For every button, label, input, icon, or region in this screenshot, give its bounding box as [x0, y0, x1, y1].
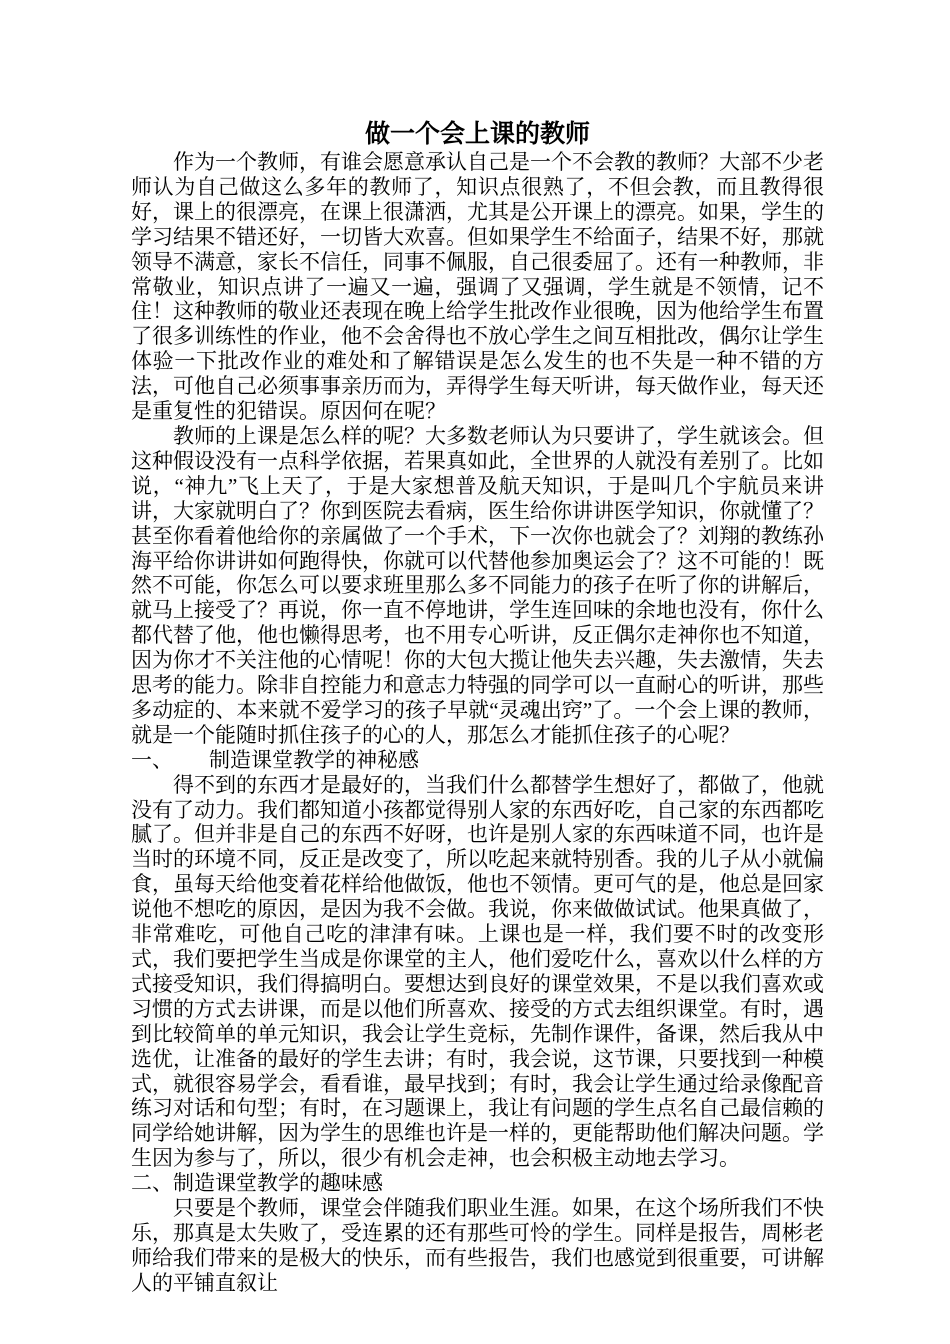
section-heading-1-label: 制造课堂教学的神秘感	[209, 747, 419, 772]
section-heading-2-label: 制造课堂教学的趣味感	[173, 1171, 383, 1196]
section-heading-1	[131, 748, 824, 773]
paragraph-mystery-sense: 得不到的东西才是最好的，当我们什么都替学生想好了，都做了，他就没有了动力。我们都知道小孩都觉得别人家的东西好吃，自己家的东西都吃腻了。但并非是自己的东西不好呀，也许是别人家的东西味道不同，也许是当时的环境不同，反正是改变了，所以吃起来就特别香。我的儿子从小就偏食，虽每天给他变着花样给他做饭，他也不领情。更可气的是，他总是回家说他不想吃的原因，是因为我不会做。我说，你来做做试试。他果真做了，非常难吃，可他自己吃的津津有味。上课也是一样，我们要不时的改变形式，我们要把学生当成是你课堂的主人，他们爱吃什么，喜欢以什么样的方式接受知识，我们得搞明白。要想达到良好的课堂效果，不是以我们喜欢或习惯的方式去讲课，而是以他们所喜欢、接受的方式去组织课堂。有时，遇到比较简单的单元知识，我会让学生竞标，先制作课件，备课，然后我从中选优，让准备的最好的学生去讲；有时，我会说，这节课，只要找到一种模式，就很容易学会，看看谁，最早找到；有时，我会让学生通过给录像配音练习对话和句型；有时，在习题课上，我让有问题的学生点名自己最信赖的同学给她讲解，因为学生的思维也许是一样的，更能帮助他们解决问题。学生因为参与了，所以，很少有机会走神，也会积极主动地去学习。	[131, 772, 824, 1171]
document-page	[131, 119, 824, 1296]
document-title: 做一个会上课的教师	[364, 121, 590, 148]
paragraph-fun-sense: 只要是个教师，课堂会伴随我们职业生涯。如果，在这个场所我们不快乐，那真是太失败了，受连累的还有那些可怜的学生。同样是报告，周彬老师给我们带来的是极大的快乐，而有些报告，我们也感觉到很重要，可讲解人的平铺直叙让	[131, 1196, 824, 1295]
paragraph-teacher-intro: 作为一个教师，有谁会愿意承认自己是一个不会教的教师？大部不少老师认为自己做这么多年的教师了，知识点很熟了，不但会教，而且教得很好，课上的很漂亮，在课上很潇洒，尤其是公开课上的漂亮。如果，学生的学习结果不错还好，一切皆大欢喜。但如果学生不给面子，结果不好，那就领导不满意，家长不信任，同事不佩服，自己很委屈了。还有一种教师，非常敬业，知识点讲了一遍又一遍，强调了又强调，学生就是不领情，记不住！这种教师的敬业还表现在晚上给学生批改作业很晚，因为他给学生布置了很多训练性的作业，他不会舍得也不放心学生之间互相批改，偶尔让学生体验一下批改作业的难处和了解错误是怎么发生的也不失是一种不错的方法，可他自己必须事事亲历而为，弄得学生每天听讲，每天做作业，每天还是重复性的犯错误。原因何在呢？	[131, 150, 824, 424]
section-heading-2-number: 二、	[131, 1171, 173, 1196]
paragraph-lecturing-question: 教师的上课是怎么样的呢？大多数老师认为只要讲了，学生就该会。但这种假设没有一点科学依据，若果真如此，全世界的人就没有差别了。比如说，“神九”飞上天了，于是大家想普及航天知识，于是叫几个宇航员来讲讲，大家就明白了？你到医院去看病，医生给你讲讲医学知识，你就懂了？甚至你看着他给你的亲属做了一个手术，下一次你也就会了？刘翔的教练孙海平给你讲讲如何跑得快，你就可以代替他参加奥运会了？这不可能的！既然不可能，你怎么可以要求班里那么多不同能力的孩子在听了你的讲解后，就马上接受了？再说，你一直不停地讲，学生连回味的余地也没有，你什么都代替了他，他也懒得思考，也不用专心听讲，反正偶尔走神你也不知道，因为你才不关注他的心情呢！你的大包大揽让他失去兴趣，失去激情，失去思考的能力。除非自控能力和意志力特强的同学可以一直耐心的听讲，那些多动症的、本来就不爱学习的孩子早就“灵魂出窍”了。一个会上课的教师，就是一个能随时抓住孩子的心的人，那怎么才能抓住孩子的心呢？	[131, 423, 824, 747]
section-heading-1-number: 一、	[131, 747, 173, 772]
section-heading-2	[131, 1171, 824, 1196]
